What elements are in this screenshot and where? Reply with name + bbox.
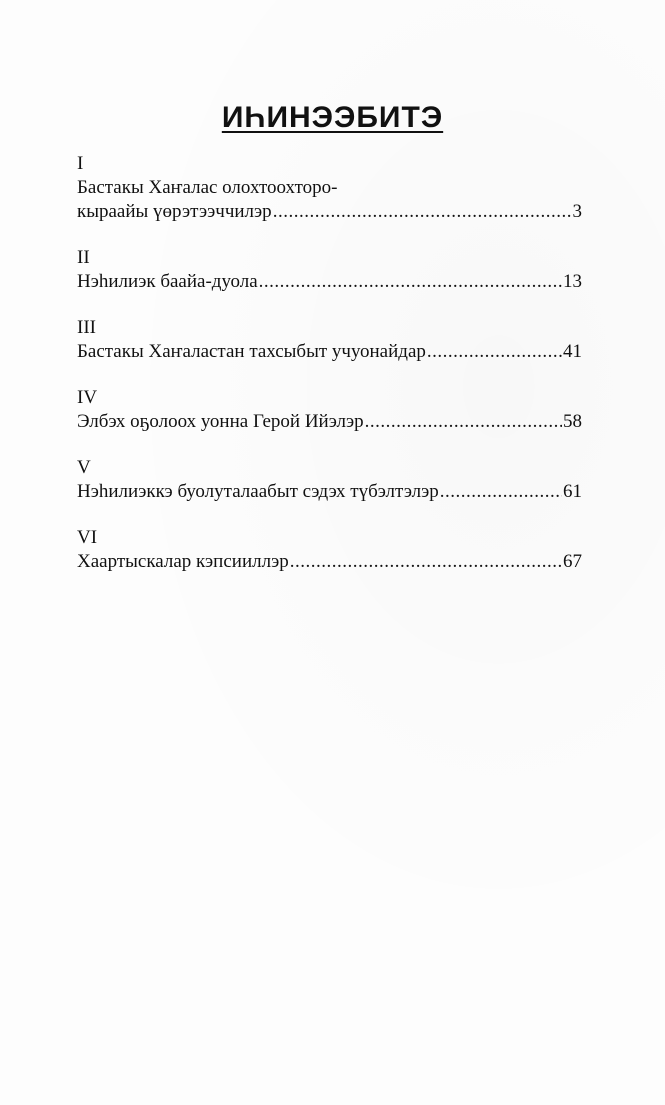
toc-entry-2 [77, 246, 582, 294]
section-numeral: VI [77, 527, 98, 548]
dot-leader [365, 410, 562, 434]
page-title: ИҺИНЭЭБИТЭ [221, 101, 444, 134]
page-number: 58 [563, 411, 582, 432]
dot-leader [259, 270, 562, 294]
toc-line [77, 480, 582, 504]
dot-leader [273, 200, 572, 224]
toc-line [77, 200, 582, 224]
section-title: Бастакы Хаҥаластан тахсыбыт учуонайдар [77, 341, 426, 362]
section-title: Элбэх оҕолоох уонна Герой Ийэлэр [77, 411, 364, 432]
toc-entry-4 [77, 386, 582, 434]
section-title: Бастакы Хаҥалас олохтоохторо- [77, 177, 338, 198]
toc-entry-3 [77, 316, 582, 364]
section-numeral: IV [77, 387, 98, 408]
toc-line [77, 340, 582, 364]
table-of-contents [77, 152, 582, 574]
section-title: Хаартыскалар кэпсииллэр [77, 551, 289, 572]
section-title: Нэһилиэккэ буолуталаабыт сэдэх түбэлтэлэр [77, 481, 439, 502]
page-number: 13 [563, 271, 582, 292]
page-number: 67 [563, 551, 582, 572]
toc-entry-1 [77, 152, 582, 224]
section-numeral: I [77, 153, 84, 174]
dot-leader [440, 480, 562, 504]
section-title: Нэһилиэк баайа-дуола [77, 271, 258, 292]
section-numeral: V [77, 457, 91, 478]
page-number: 61 [563, 481, 582, 502]
page-number: 3 [572, 201, 582, 222]
toc-line [77, 176, 582, 200]
section-numeral: III [77, 317, 96, 338]
section-numeral: II [77, 247, 90, 268]
toc-line [77, 270, 582, 294]
page-number: 41 [563, 341, 582, 362]
toc-entry-5 [77, 456, 582, 504]
toc-line [77, 550, 582, 574]
toc-entry-6 [77, 526, 582, 574]
toc-line [77, 410, 582, 434]
dot-leader [290, 550, 562, 574]
dot-leader [427, 340, 562, 364]
section-title: кыраайы үөрэтээччилэр [77, 201, 272, 222]
